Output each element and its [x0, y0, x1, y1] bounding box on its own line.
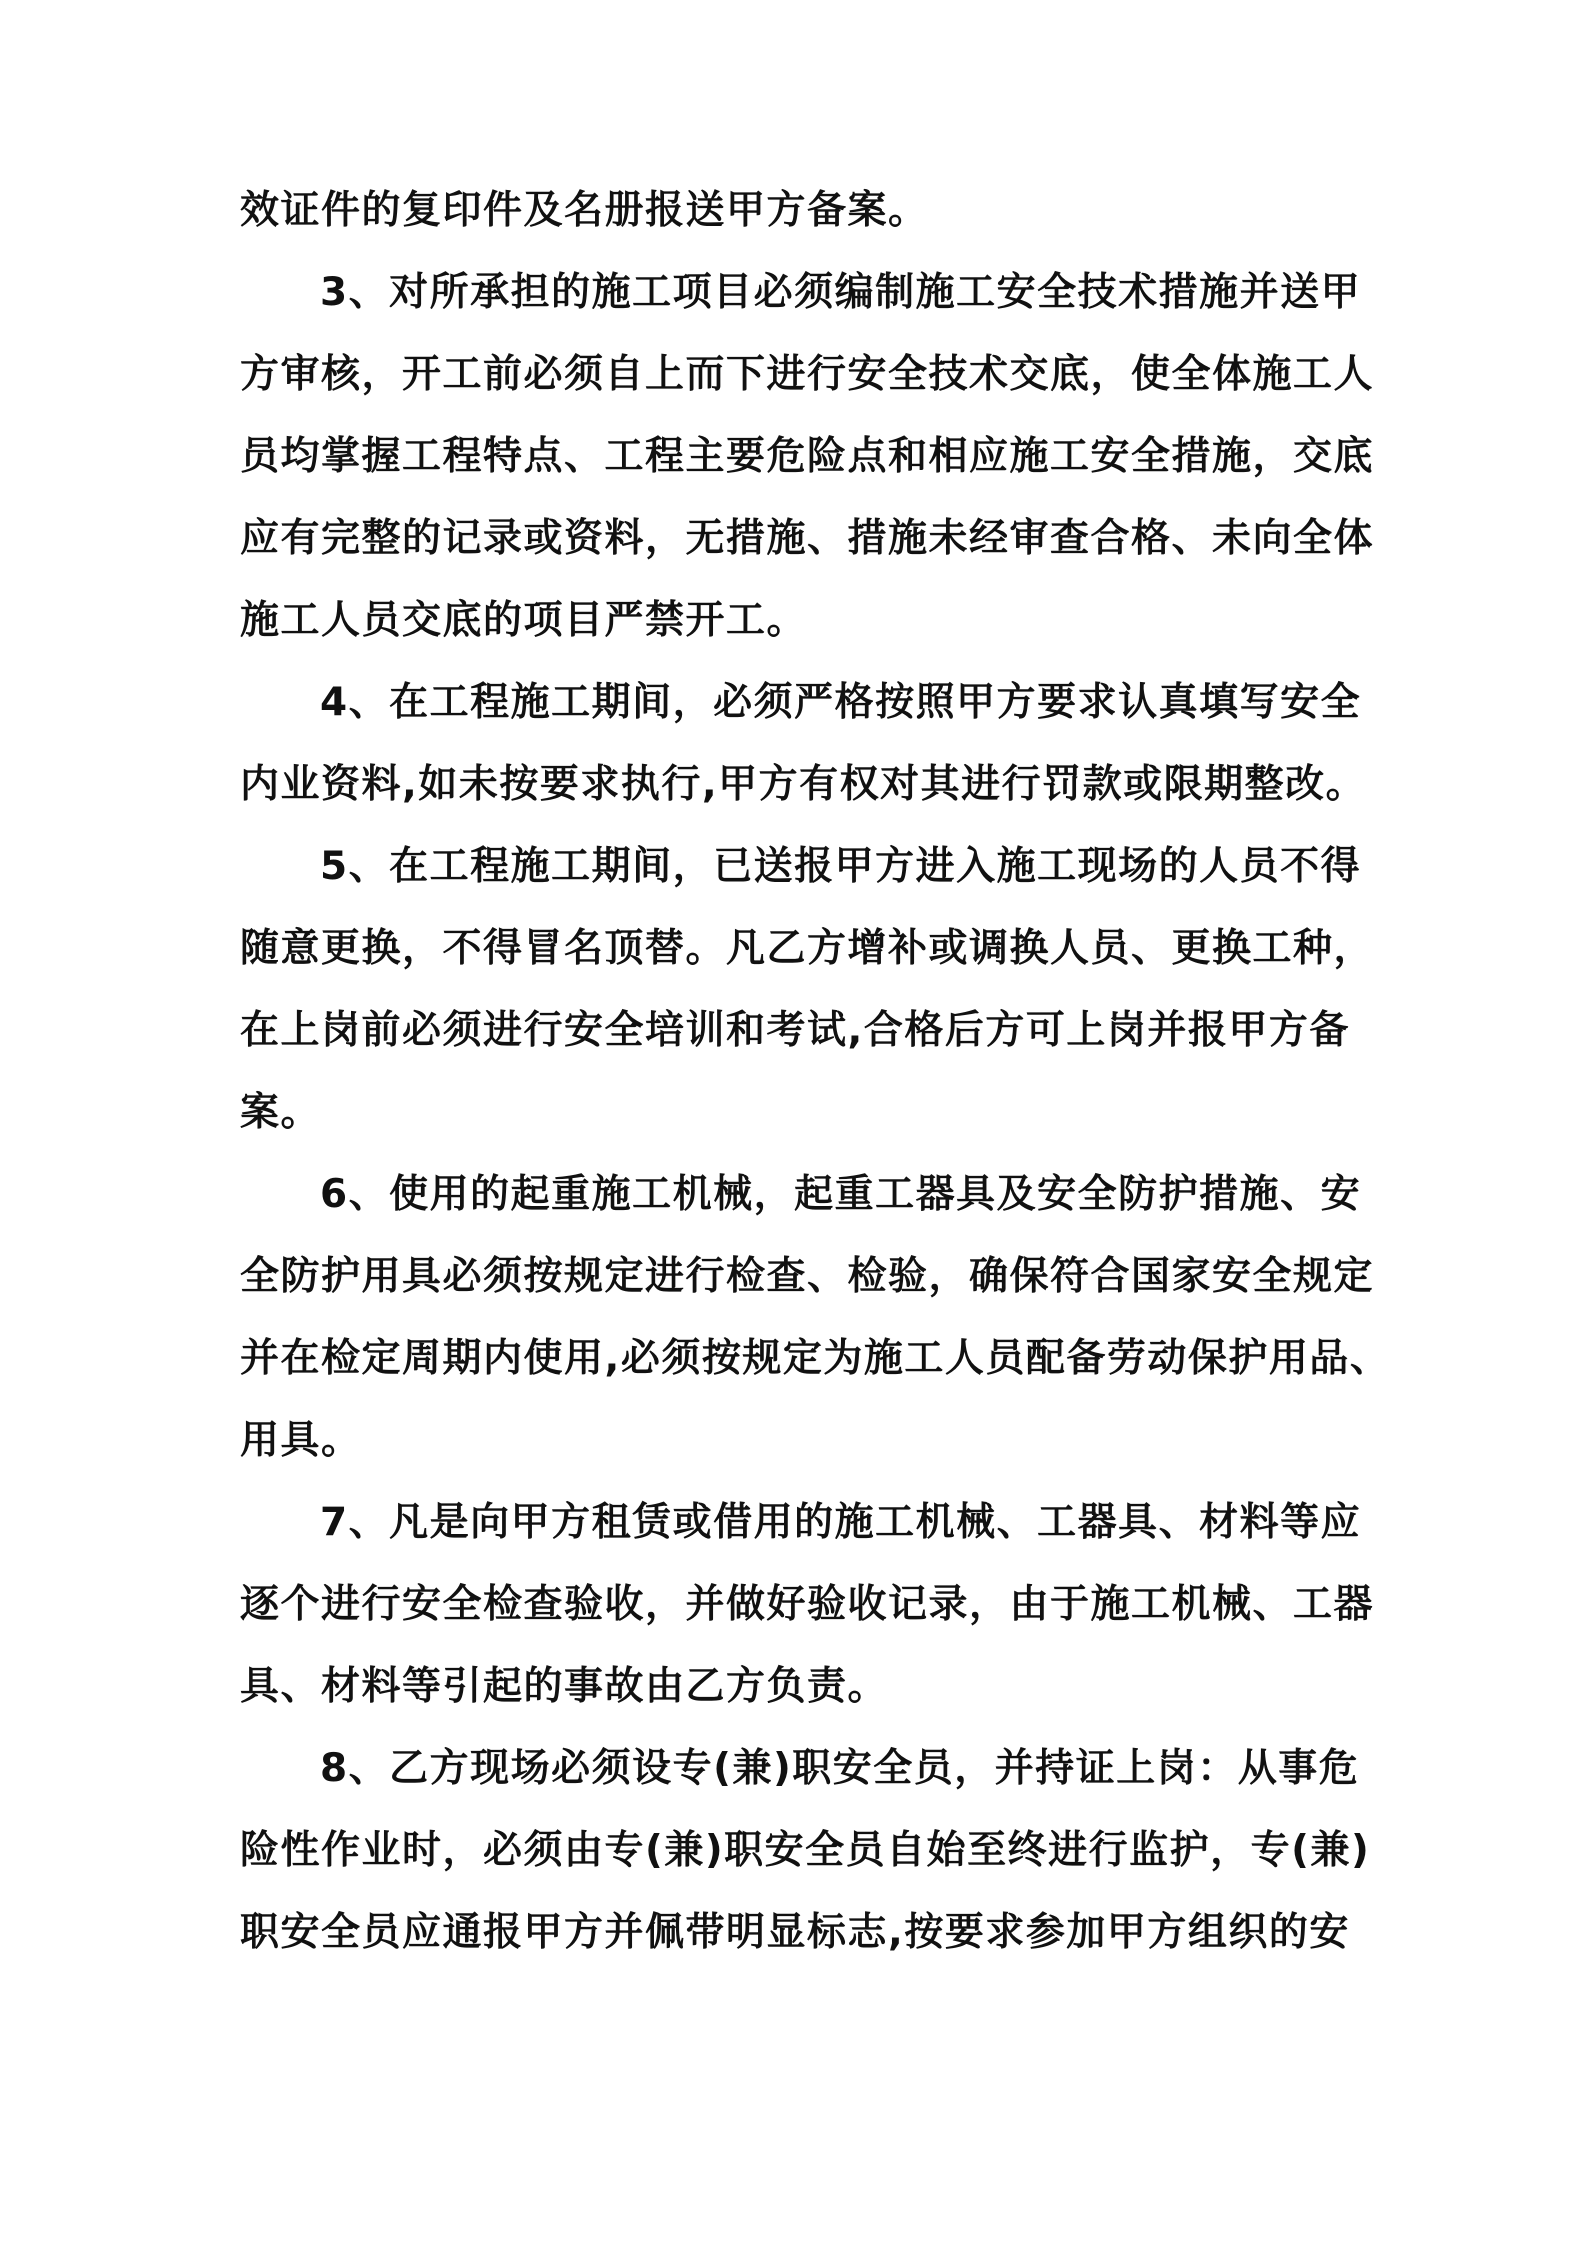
text-line: 案。 [240, 1090, 322, 1135]
text-line: 内业资料,如未按要求执行,甲方有权对其进行罚款或限期整改。 [240, 762, 1367, 807]
text-line: 险性作业时，必须由专(兼)职安全员自始至终进行监护，专(兼) [240, 1828, 1371, 1873]
text-line: 用具。 [240, 1418, 362, 1463]
document-body [240, 170, 1391, 1974]
text-line: 7、凡是向甲方租赁或借用的施工机械、工器具、材料等应 [320, 1500, 1362, 1545]
text-line: 应有完整的记录或资料，无措施、措施未经审查合格、未向全体 [240, 516, 1375, 561]
text-line: 全防护用具必须按规定进行检查、检验，确保符合国家安全规定 [240, 1254, 1375, 1299]
text-line: 3、对所承担的施工项目必须编制施工安全技术措施并送甲 [320, 270, 1362, 315]
text-line: 8、乙方现场必须设专(兼)职安全员，并持证上岗：从事危 [320, 1746, 1360, 1791]
text-line: 方审核，开工前必须自上而下进行安全技术交底，使全体施工人 [240, 352, 1375, 397]
text-line: 并在检定周期内使用,必须按规定为施工人员配备劳动保护用品、 [240, 1336, 1391, 1381]
text-line: 逐个进行安全检查验收，并做好验收记录，由于施工机械、工器 [240, 1582, 1375, 1627]
text-line: 员均掌握工程特点、工程主要危险点和相应施工安全措施，交底 [240, 434, 1375, 479]
text-line: 职安全员应通报甲方并佩带明显标志,按要求参加甲方组织的安 [240, 1910, 1350, 1955]
text-line: 4、在工程施工期间，必须严格按照甲方要求认真填写安全 [320, 680, 1362, 725]
text-line: 具、材料等引起的事故由乙方负责。 [240, 1664, 889, 1709]
text-line: 随意更换，不得冒名顶替。凡乙方增补或调换人员、更换工种， [240, 926, 1375, 971]
text-line: 在上岗前必须进行安全培训和考试,合格后方可上岗并报甲方备 [240, 1008, 1350, 1053]
text-line: 5、在工程施工期间，已送报甲方进入施工现场的人员不得 [320, 844, 1362, 889]
text-line: 效证件的复印件及名册报送甲方备案。 [240, 188, 929, 233]
text-line: 6、使用的起重施工机械，起重工器具及安全防护措施、安 [320, 1172, 1362, 1217]
text-line: 施工人员交底的项目严禁开工。 [240, 598, 808, 643]
